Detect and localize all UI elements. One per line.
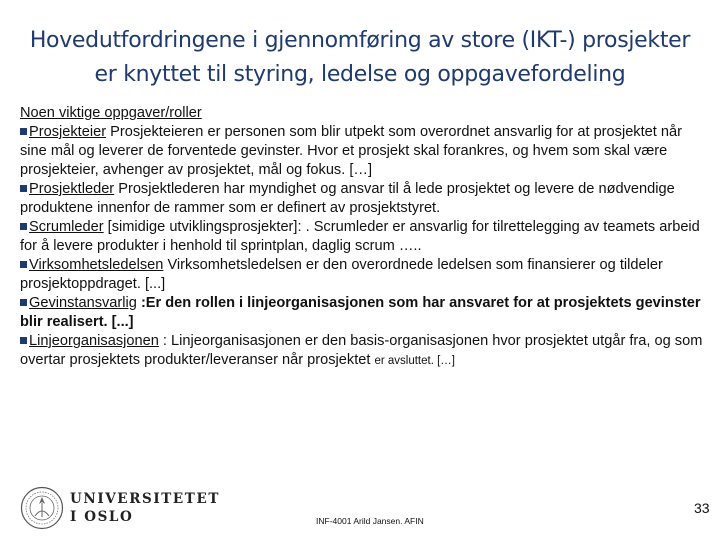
- slide-body: [20, 104, 712, 371]
- square-bullet-icon: [20, 299, 27, 306]
- university-name: [70, 490, 220, 526]
- role-item-virksomhetsledelsen: [20, 256, 712, 294]
- role-description: :Er den rollen i linjeorganisasjonen som har ansvaret for at prosjektets gevinster blir realisert. [...]: [20, 295, 701, 330]
- role-item-prosjektleder: [20, 180, 712, 218]
- slide-title: [0, 24, 720, 92]
- role-description: Prosjekteieren er personen som blir utpekt som overordnet ansvarlig for at prosjektet når sine mål og leverer de forventede gevinster. Hvor et prosjekt skal forankres, og hvem som skal være prosjekteier, avhenger av prosjektet, mål og fokus. […]: [20, 124, 682, 178]
- role-description: [simidige utviklingsprosjekter]: . Scrumleder er ansvarlig for tilrettelegging av teamets arbeid for å levere produkter i henhold til sprintplan, daglig scrum …..: [20, 219, 700, 254]
- footer-course-label: INF-4001 Arild Jansen. AFIN: [316, 516, 424, 526]
- square-bullet-icon: [20, 185, 27, 192]
- square-bullet-icon: [20, 337, 27, 344]
- role-description: Prosjektlederen har myndighet og ansvar til å lede prosjektet og levere de nødvendige produktene innenfor de rammer som er definert av prosjektstyret.: [20, 181, 675, 216]
- role-item-scrumleder: [20, 218, 712, 256]
- square-bullet-icon: [20, 128, 27, 135]
- role-term: Scrumleder: [29, 219, 104, 235]
- title-line-2: er knyttet til styring, ledelse og oppgavefordeling: [94, 62, 626, 87]
- role-description-tail: er avsluttet. […]: [374, 355, 455, 367]
- role-item-gevinstansvarlig: [20, 294, 712, 332]
- square-bullet-icon: [20, 223, 27, 230]
- title-line-1: Hovedutfordringene i gjennomføring av store (IKT-) prosjekter: [29, 28, 691, 53]
- university-name-line-2: I OSLO: [70, 509, 134, 525]
- page-number: 33: [694, 500, 710, 516]
- role-term: Prosjekteier: [29, 124, 107, 140]
- role-term: Prosjektleder: [29, 181, 115, 197]
- university-name-line-1: UNIVERSITETET: [70, 491, 220, 507]
- role-item-prosjekteier: [20, 123, 712, 180]
- body-heading: Noen viktige oppgaver/roller: [20, 105, 202, 121]
- role-item-linjeorganisasjonen: [20, 332, 712, 371]
- role-description: : Linjeorganisasjonen er den basis-organisasjonen hvor prosjektet utgår fra, og som overtar prosjektets produkter/leveranser når prosjektet: [20, 333, 703, 368]
- role-description: Virksomhetsledelsen er den overordnede ledelsen som finansierer og tildeler prosjektoppdraget. [...]: [20, 257, 663, 292]
- role-term: Virksomhetsledelsen: [29, 257, 164, 273]
- role-term: Linjeorganisasjonen: [29, 333, 159, 349]
- square-bullet-icon: [20, 261, 27, 268]
- role-term: Gevinstansvarlig: [29, 295, 137, 311]
- university-seal-icon: [20, 486, 64, 530]
- university-logo: [20, 486, 220, 532]
